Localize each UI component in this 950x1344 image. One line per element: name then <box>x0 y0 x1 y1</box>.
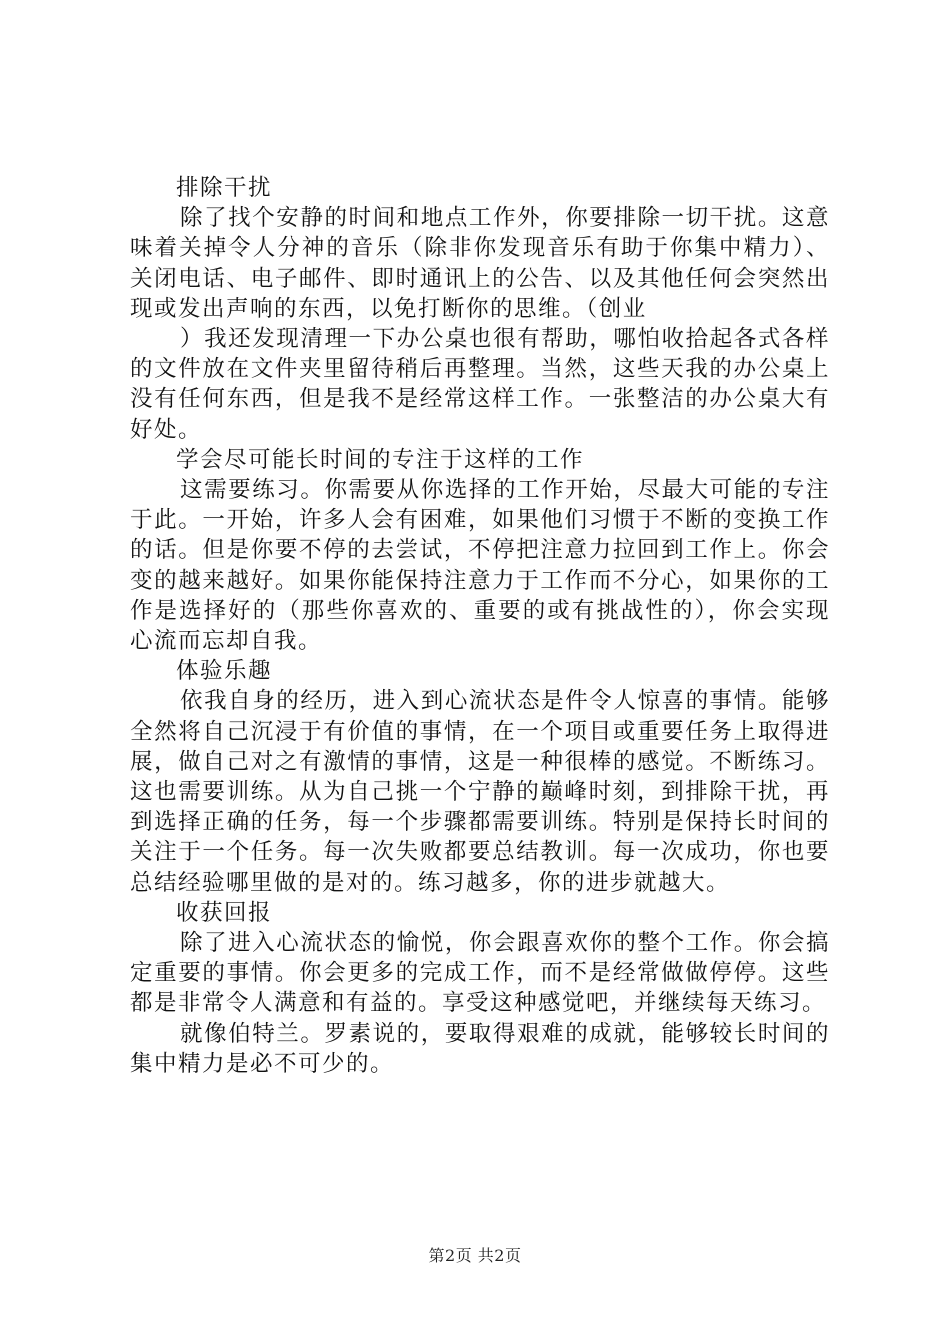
paragraph: 这需要练习。你需要从你选择的工作开始，尽最大可能的专注于此。一开始，许多人会有困难，如果他们习惯于不断的变换工作的话。但是你要不停的去尝试，不停把注意力拉回到工作上。你会变的越来越好。如果你能保持注意力于工作而不分心，如果你的工作是选择好的（那些你喜欢的、重要的或有挑战性的），你会实现心流而忘却自我。 <box>130 477 830 655</box>
section-heading: 体验乐趣 <box>176 658 273 685</box>
paragraph: 除了找个安静的时间和地点工作外，你要排除一切干扰。这意味着关掉令人分神的音乐（除非你发现音乐有助于你集中精力）、关闭电话、电子邮件、即时通讯上的公告、以及其他任何会突然出现或发出声响的东西，以免打断你的思维。（创业 <box>130 205 830 322</box>
section-heading: 收获回报 <box>176 899 273 926</box>
paragraph: 就像伯特兰。罗素说的，要取得艰难的成就，能够较长时间的集中精力是必不可少的。 <box>130 1020 830 1077</box>
paragraph: ）我还发现清理一下办公桌也很有帮助，哪怕收拾起各式各样的文件放在文件夹里留待稍后再整理。当然，这些天我的办公桌上没有任何东西，但是我不是经常这样工作。一张整洁的办公桌大有好处。 <box>130 326 830 443</box>
section-heading: 排除干扰 <box>176 175 273 201</box>
paragraph: 依我自身的经历，进入到心流状态是件令人惊喜的事情。能够全然将自己沉浸于有价值的事情，在一个项目或重要任务上取得进展，做自己对之有激情的事情，这是一种很棒的感觉。不断练习。这也需要训练。从为自己挑一个宁静的巅峰时刻，到排除干扰，再到选择正确的任务，每一个步骤都需要训练。特别是保持长时间的关注于一个任务。每一次失败都要总结教训。每一次成功，你也要总结经验哪里做的是对的。练习越多，你的进步就越大。 <box>130 688 830 896</box>
paragraph: 除了进入心流状态的愉悦，你会跟喜欢你的整个工作。你会搞定重要的事情。你会更多的完成工作，而不是经常做做停停。这些都是非常令人满意和有益的。享受这种感觉吧，并继续每天练习。 <box>130 930 830 1017</box>
section-heading: 学会尽可能长时间的专注于这样的工作 <box>176 446 585 473</box>
document-body <box>130 173 830 1079</box>
page-footer: 第2页 共2页 <box>428 1246 522 1265</box>
